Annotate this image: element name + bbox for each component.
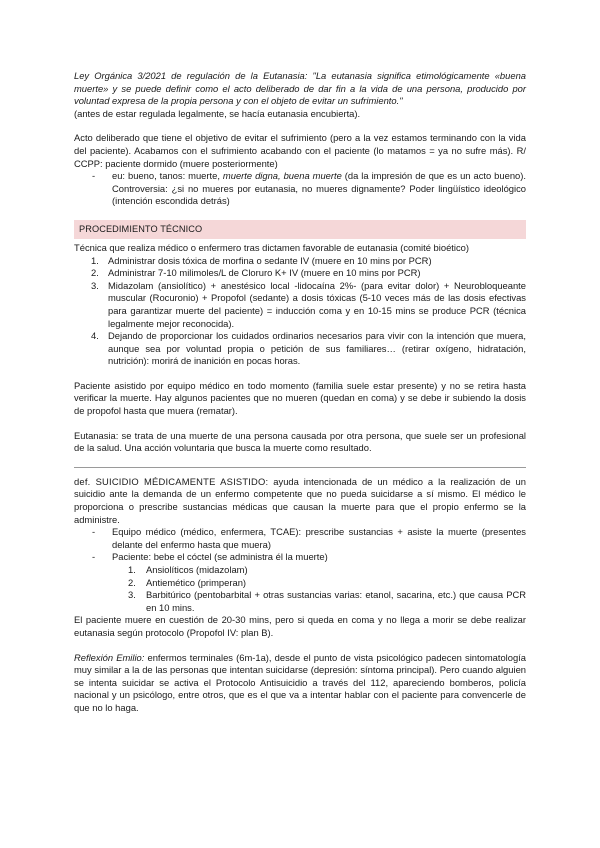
etymology-text-cont: (da la impresión de que es un acto bueno). Controversia: ¿si no mueres por eutanasia, no mueres dignamente? Poder lingüístico ideológico (intención escondida detrás) <box>112 170 526 207</box>
definition-text: ayuda intencionada de un médico a la realización de un suicidio ante la demanda de un enfermo competente que no pueda suicidarse a sí mismo. El médico le proporciona o prescribe sustancias médicas que causan la muerte para que el propio enfermo se la administre. <box>74 475 526 525</box>
euthanasia-definition: Eutanasia: se trata de una muerte de una persona causada por otra persona, que suele ser un profesional de la salud. Una acción voluntaria que busca la muerte como resultado. <box>74 429 526 454</box>
definition-label: def. SUICIDIO MÉDICAMENTE ASISTIDO: <box>74 475 269 487</box>
dash-bullet: - <box>92 526 96 538</box>
step-number: 3. <box>91 279 99 291</box>
assisted-suicide-outcome: El paciente muere en cuestión de 20-30 mins, pero si queda en coma y no llega a morir se debe realizar eutanasia según protocolo (Propofol IV: plan B). <box>74 614 526 638</box>
assisted-suicide-list <box>74 526 526 564</box>
procedure-intro: Técnica que realiza médico o enfermero tras dictamen favorable de eutanasia (comité bioético) <box>74 241 469 253</box>
list-item <box>74 551 526 564</box>
reflection-text: enfermos terminales (6m-1a), desde el punto de vista psicológico padecen sintomatología muy similar a la de las personas que intentan suicidarse (depresión: síntoma principal). Pero cuando alguien se intenta suicidar se activa el Protocolo Antisuicidio a través del 112, apareciendo bomberos, policía nacional y un psicólogo, entre otros, que es el que va a intentar hablar con el paciente para convencerle de que no lo haga. <box>74 651 526 713</box>
etymology-emphasis: muerte digna, buena muerte <box>222 170 342 182</box>
item-text: Paciente: bebe el cóctel (se administra él la muerte) <box>112 551 328 563</box>
step-text: Administrar 7-10 milimoles/L de Cloruro K+ IV (muere en 10 mins por PCR) <box>108 267 421 279</box>
list-item <box>74 330 526 368</box>
procedure-steps <box>74 255 526 368</box>
item-text: Barbitúrico (pentobarbital + otras sustancias varias: etanol, sacarina, etc.) que causa PCR en 10 mins. <box>146 589 526 613</box>
step-text: Administrar dosis tóxica de morfina o sedante IV (muere en 10 mins por PCR) <box>108 254 432 266</box>
section-heading: PROCEDIMIENTO TÉCNICO <box>74 220 526 239</box>
list-item <box>74 255 526 268</box>
list-item <box>74 267 526 280</box>
assisted-paragraph: Paciente asistido por equipo médico en todo momento (familia suele estar presente) y no se retira hasta verificar la muerte. Hay algunos pacientes que no mueren (quedan en coma) y se debe ir subiendo la dosis de propofol hasta que muera (rematar). <box>74 379 526 417</box>
step-number: 4. <box>91 330 99 342</box>
dash-bullet: - <box>92 551 96 563</box>
law-note: (antes de estar regulada legalmente, se hacía eutanasia encubierta). <box>74 107 361 119</box>
list-item <box>74 589 526 614</box>
step-text: Dejando de proporcionar los cuidados ordinarios necesarios para vivir con la intención que muera, aunque sea por voluntad propia o petición de sus familiares… (retirar oxígeno, hidratación, nutrición): morirá de inanición en pocas horas. <box>108 330 526 367</box>
step-text: Midazolam (ansiolítico) + anestésico local -lidocaína 2%- (para evitar dolor) + Neurobloqueante muscular (Rocuronio) + Propofol (sedante) a dosis tóxicas (5-10 veces más de las dosis efectivas para garantizar muerte del paciente) = inducción coma y en 10-15 mins se produce PCR (técnica legalmente mejor reconocida). <box>108 279 526 329</box>
reflection-label: Reflexión Emilio: <box>74 651 145 663</box>
list-item <box>74 280 526 330</box>
list-item <box>74 577 526 590</box>
item-number: 1. <box>128 564 136 575</box>
dash-bullet: - <box>92 170 96 182</box>
step-number: 1. <box>91 254 99 266</box>
etymology-text: eu: bueno, tanos: muerte, <box>112 170 223 182</box>
item-text: Ansiolíticos (midazolam) <box>146 564 248 575</box>
list-item <box>74 170 526 208</box>
law-quote: Ley Orgánica 3/2021 de regulación de la Eutanasia: "La eutanasia significa etimológicamente «buena muerte» y se puede definir como el acto deliberado de dar fin a la vida de una persona, producido por voluntad expresa de la propia persona y con el objeto de evitar un sufrimiento." <box>74 70 526 107</box>
act-paragraph: Acto deliberado que tiene el objetivo de evitar el sufrimiento (pero a la vez estamos terminando con la vida del paciente). Acabamos con el sufrimiento acabando con el paciente (lo matamos = ya no sufre más). R/ CCPP: paciente dormido (muere posteriormente) <box>74 132 526 169</box>
reflection-paragraph <box>74 652 526 715</box>
document-content <box>74 70 526 715</box>
cocktail-list <box>74 564 526 614</box>
item-text: Equipo médico (médico, enfermera, TCAE): prescribe sustancias + asiste la muerte (presentes delante del enfermo hasta que muera) <box>112 526 526 550</box>
list-item <box>74 564 526 577</box>
step-number: 2. <box>91 267 99 279</box>
etymology-list <box>74 170 526 208</box>
item-number: 2. <box>128 576 136 588</box>
assisted-suicide-definition <box>74 476 526 526</box>
item-number: 3. <box>128 589 136 601</box>
item-text: Antiemético (primperan) <box>146 576 247 588</box>
list-item <box>74 526 526 551</box>
